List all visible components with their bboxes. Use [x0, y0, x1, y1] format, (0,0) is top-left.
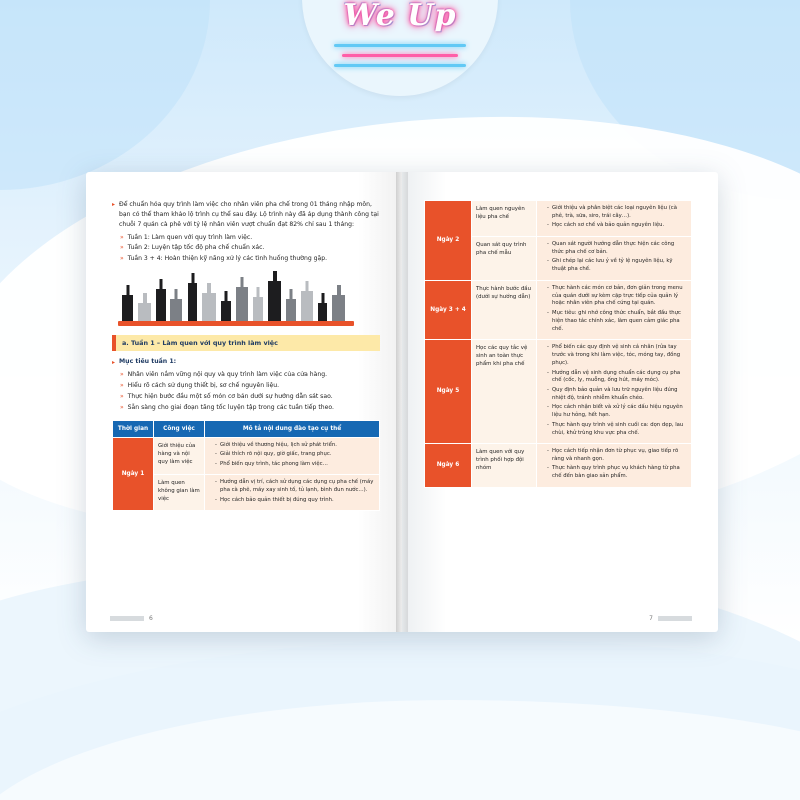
chevron-bullet-icon: »	[120, 255, 124, 263]
table-row	[425, 444, 692, 488]
detail-item: - Học cách sơ chế và bảo quản nguyên liệu.	[547, 222, 687, 230]
goal-bullet-3: Thực hiện bước đầu một số món cơ bản dưới sự hướng dẫn sát sao.	[127, 393, 333, 401]
cell-task-name: Học các quy tắc vệ sinh an toàn thực phẩm khi pha chế	[472, 340, 537, 444]
detail-item: - Phổ biến quy trình, tác phong làm việc…	[215, 461, 375, 469]
goal-bullet-list	[120, 370, 380, 412]
neon-line-top	[334, 44, 466, 47]
intro-paragraph: Để chuẩn hóa quy trình làm việc cho nhân viên pha chế trong 01 tháng nhập môn, bạn có thể tham khảo lộ trình cụ thể sau đây. Lộ trình này đã áp dụng thành công tại chuỗi 7 quán cà phê với tỷ lệ nhân viên vượt chuẩn đạt 82% chỉ sau 1 tháng:	[119, 201, 379, 228]
detail-item: - Hướng dẫn vị trí, cách sử dụng các dụng cụ pha chế (máy pha cà phê, máy xay sinh tố, tủ lạnh, bình đun nước…).	[215, 479, 375, 495]
section-heading: a. Tuần 1 – Làm quen với quy trình làm việc	[112, 335, 380, 351]
neon-line-middle	[342, 54, 458, 57]
arrow-bullet-icon: ▸	[112, 359, 116, 367]
cell-day: Ngày 2	[425, 201, 472, 281]
column-header-description: Mô tả nội dung đào tạo cụ thể	[205, 420, 380, 437]
page-footer-left	[110, 615, 153, 622]
detail-item: - Quan sát người hướng dẫn thực hiện các công thức pha chế cơ bản.	[547, 241, 687, 257]
column-header-time: Thời gian	[113, 420, 154, 437]
detail-item: - Thực hành quy trình vệ sinh cuối ca: dọn dẹp, lau chùi, khử trùng khu vực pha chế.	[547, 422, 687, 438]
detail-item: - Phổ biến các quy định vệ sinh cá nhân (rửa tay trước và trong khi làm việc, tóc, móng tay, đồng phục).	[547, 344, 687, 368]
column-header-task: Công việc	[154, 420, 205, 437]
cell-day: Ngày 5	[425, 340, 472, 444]
book-page-right	[402, 172, 718, 632]
table-row	[425, 340, 692, 444]
bottle-shelf-illustration	[118, 272, 386, 326]
goal-bullet-2: Hiểu rõ cách sử dụng thiết bị, sơ chế nguyên liệu.	[127, 382, 280, 390]
goal-heading: Mục tiêu tuần 1:	[119, 358, 177, 366]
detail-item: - Học cách nhận biết và xử lý các dấu hiệu nguyên liệu hư hỏng, hết hạn.	[547, 404, 687, 420]
chevron-bullet-icon: »	[120, 404, 124, 412]
week1-schedule-table	[112, 420, 380, 511]
chevron-bullet-icon: »	[120, 233, 124, 241]
book-spine	[396, 172, 408, 632]
open-book	[86, 172, 718, 632]
detail-item: - Giới thiệu và phân biệt các loại nguyên liệu (cà phê, trà, sữa, siro, trái cây…).	[547, 205, 687, 221]
chevron-bullet-icon: »	[120, 393, 124, 401]
neon-line-bottom	[334, 64, 466, 67]
page-number: 6	[149, 615, 153, 622]
detail-item: - Thực hành các món cơ bản, đơn giản trong menu của quán dưới sự kèm cặp trực tiếp của quản lý hoặc nhân viên pha chế cứng tại quán.	[547, 285, 687, 309]
goal-bullet-4: Sẵn sàng cho giai đoạn tăng tốc luyện tập trong các tuần tiếp theo.	[127, 404, 334, 412]
chevron-bullet-icon: »	[120, 244, 124, 252]
intro-bullet-1: Tuần 1: Làm quen với quy trình làm việc.	[127, 233, 253, 241]
chevron-bullet-icon: »	[120, 371, 124, 379]
detail-item: - Thực hành quy trình phục vụ khách hàng từ pha chế đến bàn giao sản phẩm.	[547, 465, 687, 481]
cell-task-name: Làm quen không gian làm việc	[154, 475, 205, 511]
intro-block	[112, 200, 380, 264]
table-row	[425, 280, 692, 340]
table-row	[113, 437, 380, 474]
intro-bullet-3: Tuần 3 + 4: Hoàn thiện kỹ năng xử lý các tình huống thường gặp.	[127, 255, 328, 263]
cell-task-details	[205, 437, 380, 474]
detail-item: - Học cách bảo quản thiết bị đúng quy trình.	[215, 497, 375, 505]
week1-schedule-table-continued	[424, 200, 692, 488]
detail-item: - Học cách tiếp nhận đơn từ phục vụ, giao tiếp rõ ràng và nhanh gọn.	[547, 448, 687, 464]
goal-heading-row	[112, 358, 380, 367]
cell-day: Ngày 3 + 4	[425, 280, 472, 340]
cell-day: Ngày 1	[113, 437, 154, 510]
intro-paragraph-row	[112, 200, 380, 230]
goal-bullet-1: Nhân viên nắm vững nội quy và quy trình làm việc của cửa hàng.	[127, 371, 328, 379]
brand-logo-badge	[302, 0, 498, 96]
cell-task-details	[537, 201, 692, 237]
cell-task-details	[205, 475, 380, 511]
cell-task-name: Làm quen nguyên liệu pha chế	[472, 201, 537, 237]
intro-bullet-2: Tuần 2: Luyện tập tốc độ pha chế chuẩn xác.	[127, 244, 265, 252]
detail-item: - Giải thích rõ nội quy, giờ giấc, trang phục.	[215, 451, 375, 459]
arrow-bullet-icon: ▸	[112, 201, 116, 208]
detail-item: - Giới thiệu về thương hiệu, lịch sử phát triển.	[215, 442, 375, 450]
cell-task-name: Giới thiệu của hàng và nội quy làm việc	[154, 437, 205, 474]
table-row	[113, 475, 380, 511]
cell-task-details	[537, 236, 692, 280]
cell-task-name: Quan sát quy trình pha chế mẫu	[472, 236, 537, 280]
page-footer-right	[649, 615, 692, 622]
chevron-bullet-icon: »	[120, 382, 124, 390]
cell-day: Ngày 6	[425, 444, 472, 488]
detail-item: - Ghi chép lại các lưu ý về tỷ lệ nguyên liệu, kỹ thuật pha chế.	[547, 258, 687, 274]
detail-item: - Hướng dẫn vệ sinh dụng chuẩn các dụng cụ pha chế (cốc, ly, muỗng, ống hút, máy móc).	[547, 370, 687, 386]
cell-task-details	[537, 444, 692, 488]
book-page-left	[86, 172, 402, 632]
cell-task-name: Thực hành bước đầu (dưới sự hướng dẫn)	[472, 280, 537, 340]
cell-task-details	[537, 340, 692, 444]
cell-task-name: Làm quen với quy trình phối hợp đội nhóm	[472, 444, 537, 488]
brand-logo-text: We Up	[343, 0, 457, 33]
footer-bar	[110, 616, 144, 621]
cell-task-details	[537, 280, 692, 340]
detail-item: - Quy định bảo quản và lưu trữ nguyên liệu đúng nhiệt độ, tránh nhiễm khuẩn chéo.	[547, 387, 687, 403]
table-row	[425, 201, 692, 237]
page-number: 7	[649, 615, 653, 622]
detail-item: - Mục tiêu: ghi nhớ công thức chuẩn, bắt đầu thực hiện thao tác chính xác, làm quen cảm giác pha chế.	[547, 310, 687, 334]
neon-sign-icon	[320, 0, 480, 82]
intro-bullet-list	[120, 233, 380, 265]
shelf-bar	[118, 321, 354, 326]
table-header-row	[113, 420, 380, 437]
footer-bar	[658, 616, 692, 621]
